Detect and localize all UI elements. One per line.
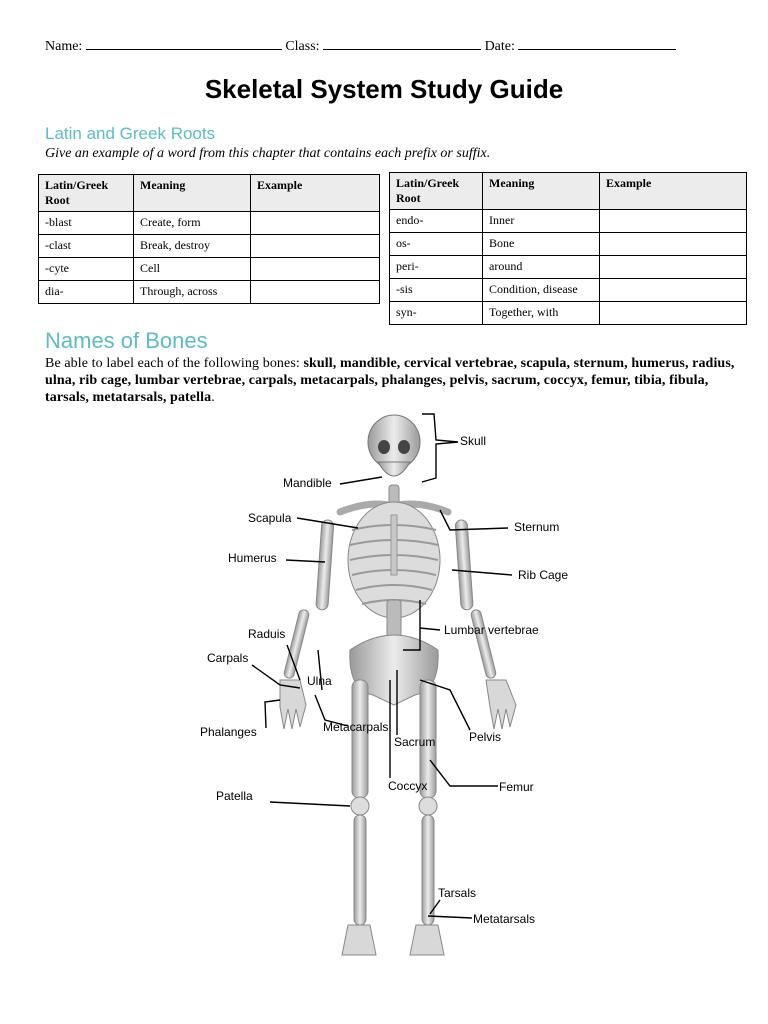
table-row xyxy=(390,233,747,256)
skeleton-figure xyxy=(200,414,568,955)
example-cell[interactable] xyxy=(600,279,747,302)
label-sacrum: Sacrum xyxy=(394,735,436,749)
bones-intro-text: Be able to label each of the following bones: xyxy=(45,356,300,371)
column-header: Example xyxy=(251,175,380,212)
table-row xyxy=(39,212,380,235)
label-skull: Skull xyxy=(460,434,487,448)
example-cell[interactable] xyxy=(251,212,380,235)
label-rib-cage: Rib Cage xyxy=(518,568,569,582)
label-ulna: Ulna xyxy=(307,674,332,688)
page-title: Skeletal System Study Guide xyxy=(204,74,564,104)
table-row xyxy=(390,210,747,233)
bones-heading: Names of Bones xyxy=(45,328,208,353)
example-cell[interactable] xyxy=(600,233,747,256)
bones-instruction xyxy=(45,355,735,406)
meaning-cell: around xyxy=(483,256,600,279)
skull-shape xyxy=(368,415,420,469)
column-header: Meaning xyxy=(134,175,251,212)
root-cell: -clast xyxy=(39,235,134,258)
bone-list: skull, mandible, cervical vertebrae, scapula, sternum, humerus, radius, ulna, rib cage, lumbar vertebrae, carpals, metacarpals, phalanges, pelvis, sacrum, coccyx, femur, tibia, fibula, tarsals, metatarsals, patella xyxy=(45,356,735,405)
meaning-cell: Inner xyxy=(483,210,600,233)
root-cell: peri- xyxy=(390,256,483,279)
example-cell[interactable] xyxy=(251,281,380,304)
column-header: Latin/Greek Root xyxy=(390,173,483,210)
label-phalanges: Phalanges xyxy=(200,725,257,739)
label-humerus: Humerus xyxy=(228,551,277,565)
table-row xyxy=(39,281,380,304)
root-cell: endo- xyxy=(390,210,483,233)
label-metacarpals: Metacarpals xyxy=(323,720,389,734)
mandible-shape xyxy=(378,462,410,476)
label-tarsals: Tarsals xyxy=(438,886,477,900)
column-header: Latin/Greek Root xyxy=(39,175,134,212)
label-scapula: Scapula xyxy=(248,511,292,525)
roots-table-left xyxy=(38,174,380,304)
skeleton-diagram xyxy=(0,410,768,1010)
example-cell[interactable] xyxy=(251,258,380,281)
bone-list-end: . xyxy=(211,390,215,405)
table-row xyxy=(39,235,380,258)
root-cell: dia- xyxy=(39,281,134,304)
root-cell: os- xyxy=(390,233,483,256)
roots-heading: Latin and Greek Roots xyxy=(45,124,216,143)
column-header: Meaning xyxy=(483,173,600,210)
table-row xyxy=(39,258,380,281)
name-label: Name: xyxy=(45,39,83,54)
meaning-cell: Bone xyxy=(483,233,600,256)
label-pelvis: Pelvis xyxy=(469,730,502,744)
student-info-line xyxy=(45,37,676,55)
example-cell[interactable] xyxy=(600,256,747,279)
table-row xyxy=(390,256,747,279)
date-field[interactable] xyxy=(518,37,676,50)
label-carpals: Carpals xyxy=(207,651,249,665)
root-cell: syn- xyxy=(390,302,483,325)
label-radius: Raduis xyxy=(248,627,286,641)
example-cell[interactable] xyxy=(600,302,747,325)
column-header: Example xyxy=(600,173,747,210)
meaning-cell: Through, across xyxy=(134,281,251,304)
roots-instruction: Give an example of a word from this chapter that contains each prefix or suffix. xyxy=(45,146,491,161)
meaning-cell: Break, destroy xyxy=(134,235,251,258)
meaning-cell: Cell xyxy=(134,258,251,281)
root-cell: -cyte xyxy=(39,258,134,281)
class-field[interactable] xyxy=(323,37,481,50)
root-cell: -blast xyxy=(39,212,134,235)
example-cell[interactable] xyxy=(600,210,747,233)
table-row xyxy=(390,279,747,302)
name-field[interactable] xyxy=(86,37,282,50)
root-cell: -sis xyxy=(390,279,483,302)
table-row xyxy=(390,302,747,325)
label-femur: Femur xyxy=(499,780,534,794)
class-label: Class: xyxy=(285,39,320,54)
meaning-cell: Together, with xyxy=(483,302,600,325)
label-lumbar-vertebrae: Lumbar vertebrae xyxy=(444,623,539,637)
example-cell[interactable] xyxy=(251,235,380,258)
meaning-cell: Create, form xyxy=(134,212,251,235)
label-coccyx: Coccyx xyxy=(388,779,428,793)
label-mandible: Mandible xyxy=(283,476,332,490)
label-patella: Patella xyxy=(216,789,253,803)
date-label: Date: xyxy=(484,39,515,54)
label-metatarsals: Metatarsals xyxy=(473,912,536,926)
meaning-cell: Condition, disease xyxy=(483,279,600,302)
label-sternum: Sternum xyxy=(514,520,560,534)
roots-table-right xyxy=(389,172,747,325)
